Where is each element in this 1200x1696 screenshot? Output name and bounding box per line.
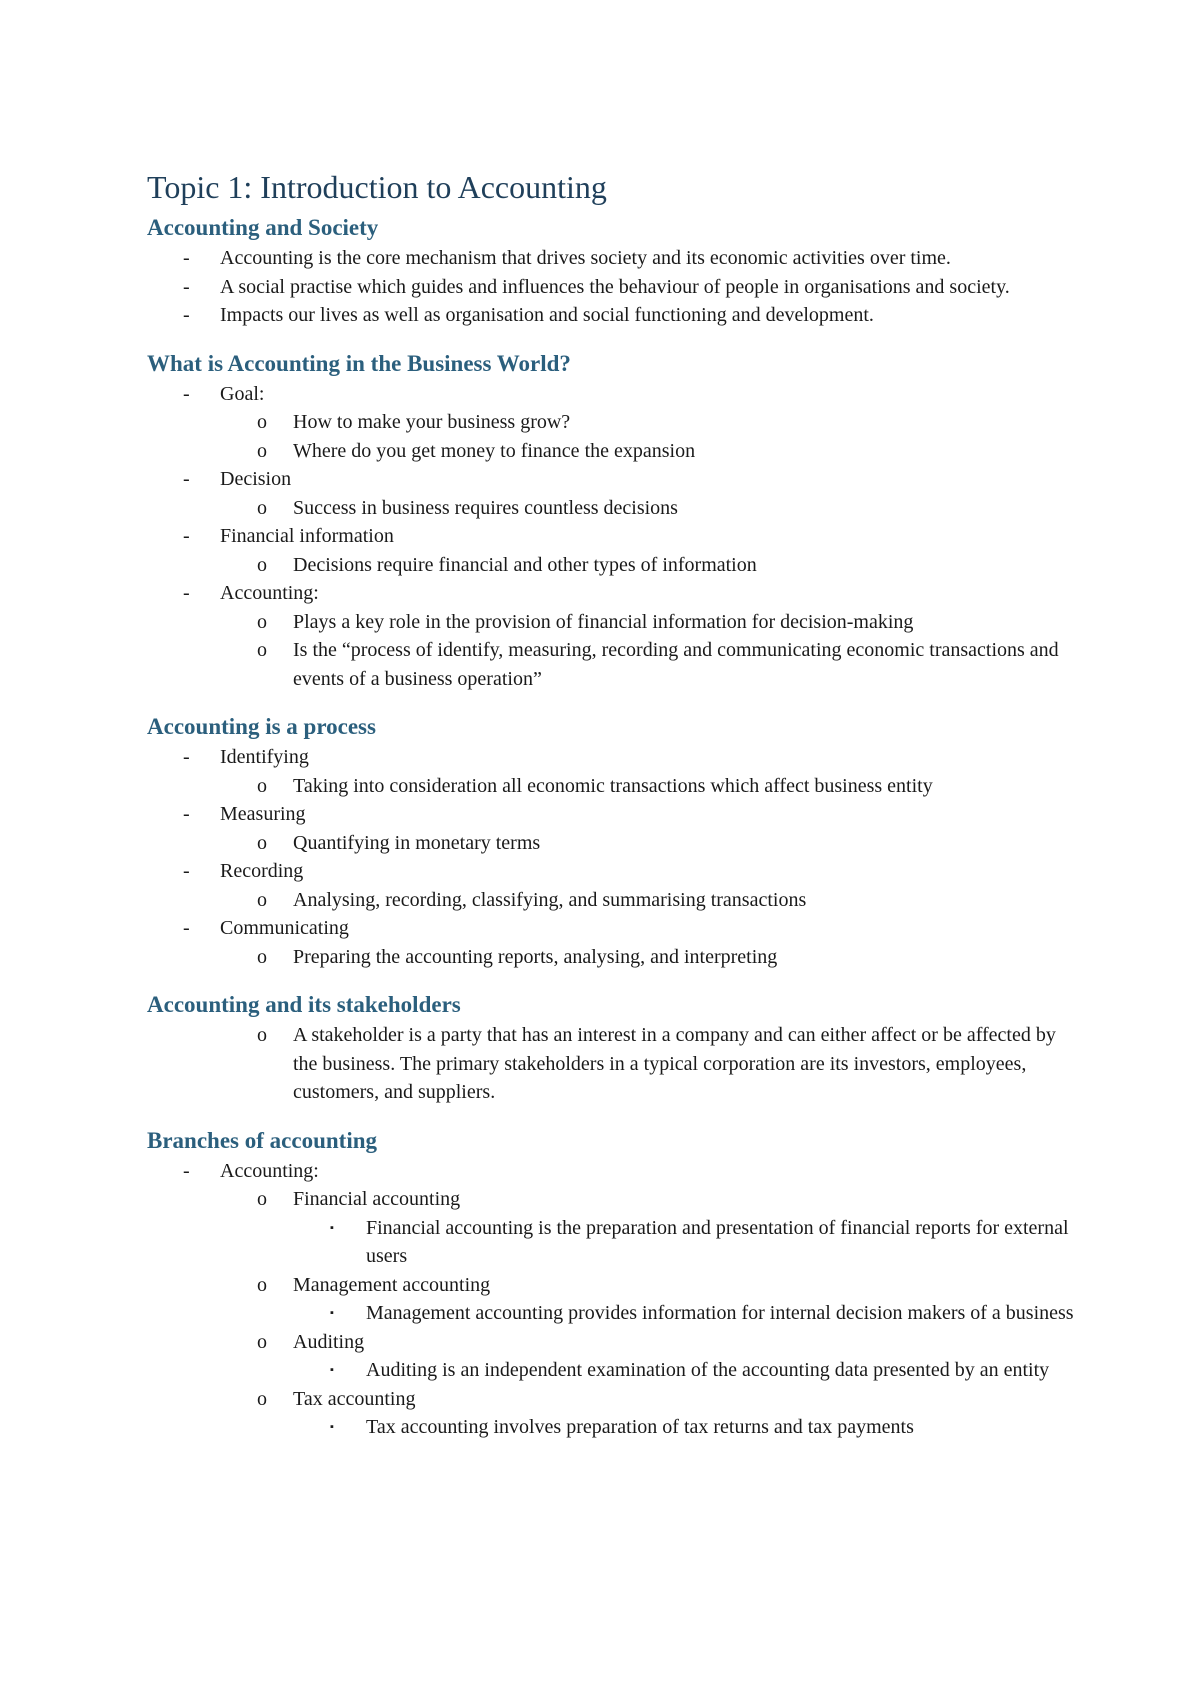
list-item-text: Financial accounting [293, 1188, 461, 1210]
bullet-circle-icon: o [257, 639, 267, 661]
bullet-circle-icon: o [257, 553, 267, 576]
page-title: Topic 1: Introduction to Accounting [147, 169, 607, 205]
bullet-circle-icon: o [257, 610, 267, 633]
list-item [147, 1214, 1077, 1271]
list-item-text: Recording [220, 860, 304, 882]
list-item [147, 437, 1077, 466]
list-item-text: How to make your business grow? [293, 411, 571, 433]
list-item-text: Communicating [220, 917, 349, 939]
list-item-text: Auditing is an independent examination of the accounting data presented by an entity [366, 1359, 1050, 1381]
list-item-text: Auditing [293, 1330, 365, 1353]
list-item [147, 772, 1077, 801]
list-item-text: Analysing, recording, classifying, and summarising transactions [293, 888, 807, 911]
list-item-text: Accounting is the core mechanism that drives society and its economic activities over time. [220, 247, 951, 269]
bullet-circle-icon: o [257, 1273, 267, 1296]
list-item [147, 551, 1077, 580]
list-item-text: Where do you get money to finance the expansion [293, 439, 696, 462]
list-item [147, 1328, 1077, 1357]
bullet-dash-icon: - [183, 746, 190, 768]
bullet-circle-icon: o [257, 411, 267, 433]
list-item-text: Management accounting [293, 1273, 491, 1296]
section-heading: Accounting is a process [147, 714, 376, 739]
section [147, 348, 1077, 694]
list-item [147, 301, 1077, 330]
list-item [147, 1185, 1077, 1214]
section-heading: Accounting and Society [147, 215, 379, 240]
bullet-circle-icon: o [257, 774, 267, 797]
list-item [147, 1413, 1077, 1442]
list-item [147, 465, 1077, 494]
list-item-text: Goal: [220, 382, 265, 405]
list-item-text: Impacts our lives as well as organisation and social functioning and development. [220, 304, 874, 326]
bullet-circle-icon: o [257, 496, 267, 519]
list-item [147, 579, 1077, 608]
list-item [147, 608, 1077, 637]
list-item [147, 273, 1077, 302]
bullet-dash-icon: - [183, 525, 190, 547]
list-item [147, 636, 1077, 693]
list-item-text: Identifying [220, 746, 309, 768]
section [147, 711, 1077, 971]
bullet-dash-icon: - [183, 468, 190, 490]
list-item-text: Financial information [220, 525, 394, 547]
section-heading: What is Accounting in the Business World? [147, 350, 571, 376]
list-item [147, 886, 1077, 915]
bullet-list [147, 1157, 1077, 1442]
sections-container [147, 212, 1077, 1442]
list-item-text: Taking into consideration all economic transactions which affect business entity [293, 774, 933, 797]
bullet-dash-icon: - [183, 304, 190, 326]
section [147, 989, 1077, 1107]
bullet-circle-icon: o [257, 439, 267, 462]
list-item-text: Accounting: [220, 582, 319, 604]
bullet-circle-icon: o [257, 888, 267, 911]
section [147, 1125, 1077, 1442]
list-item [147, 1021, 1077, 1107]
list-item [147, 1356, 1077, 1385]
section-heading: Accounting and its stakeholders [147, 992, 461, 1017]
list-item [147, 1385, 1077, 1414]
list-item-text: Measuring [220, 803, 306, 825]
bullet-circle-icon: o [257, 831, 267, 854]
list-item-text: Financial accounting is the preparation and presentation of financial reports for external users [366, 1216, 1069, 1267]
list-item-text: Decisions require financial and other types of information [293, 553, 757, 576]
list-item-text: Accounting: [220, 1159, 319, 1182]
bullet-circle-icon: o [257, 1024, 267, 1046]
list-item-text: Preparing the accounting reports, analysing, and interpreting [293, 945, 778, 968]
bullet-circle-icon: o [257, 1188, 267, 1210]
document-body [147, 166, 1077, 1460]
bullet-square-icon: ▪ [330, 1421, 334, 1433]
list-item-text: Tax accounting involves preparation of tax returns and tax payments [366, 1416, 914, 1438]
bullet-dash-icon: - [183, 582, 190, 604]
list-item-text: Is the “process of identify, measuring, recording and communicating economic transactions and events of a business operation” [293, 639, 1059, 690]
section-heading: Branches of accounting [147, 1127, 377, 1153]
bullet-dash-icon: - [183, 803, 190, 825]
list-item [147, 1157, 1077, 1186]
list-item-text: Quantifying in monetary terms [293, 831, 541, 854]
list-item [147, 914, 1077, 943]
bullet-square-icon: ▪ [330, 1221, 334, 1234]
bullet-dash-icon: - [183, 247, 190, 269]
list-item-text: A social practise which guides and influences the behaviour of people in organisations and society. [220, 275, 1010, 298]
bullet-dash-icon: - [183, 917, 190, 939]
list-item-text: Management accounting provides information for internal decision makers of a business [366, 1302, 1074, 1324]
list-item [147, 244, 1077, 273]
list-item [147, 800, 1077, 829]
list-item-text: Tax accounting [293, 1387, 416, 1410]
section [147, 212, 1077, 330]
list-item [147, 380, 1077, 409]
bullet-circle-icon: o [257, 1387, 267, 1410]
bullet-dash-icon: - [183, 860, 190, 882]
bullet-list [147, 244, 1077, 330]
bullet-list [147, 380, 1077, 694]
bullet-square-icon: ▪ [330, 1364, 334, 1376]
bullet-square-icon: ▪ [330, 1307, 334, 1319]
list-item-text: Decision [220, 468, 292, 490]
list-item-text: Plays a key role in the provision of financial information for decision-making [293, 610, 914, 633]
bullet-circle-icon: o [257, 945, 267, 968]
list-item [147, 857, 1077, 886]
list-item [147, 1271, 1077, 1300]
bullet-dash-icon: - [183, 382, 190, 405]
list-item [147, 408, 1077, 437]
bullet-list [147, 1021, 1077, 1107]
list-item-text: Success in business requires countless decisions [293, 496, 678, 519]
list-item [147, 494, 1077, 523]
list-item [147, 943, 1077, 972]
list-item [147, 829, 1077, 858]
list-item-text: A stakeholder is a party that has an interest in a company and can either affect or be affected by the business. The primary stakeholders in a typical corporation are its investors, employees, customers, and suppliers. [293, 1024, 1056, 1103]
list-item [147, 743, 1077, 772]
list-item [147, 522, 1077, 551]
bullet-circle-icon: o [257, 1330, 267, 1353]
bullet-dash-icon: - [183, 1159, 190, 1182]
bullet-dash-icon: - [183, 275, 190, 298]
bullet-list [147, 743, 1077, 971]
list-item [147, 1299, 1077, 1328]
